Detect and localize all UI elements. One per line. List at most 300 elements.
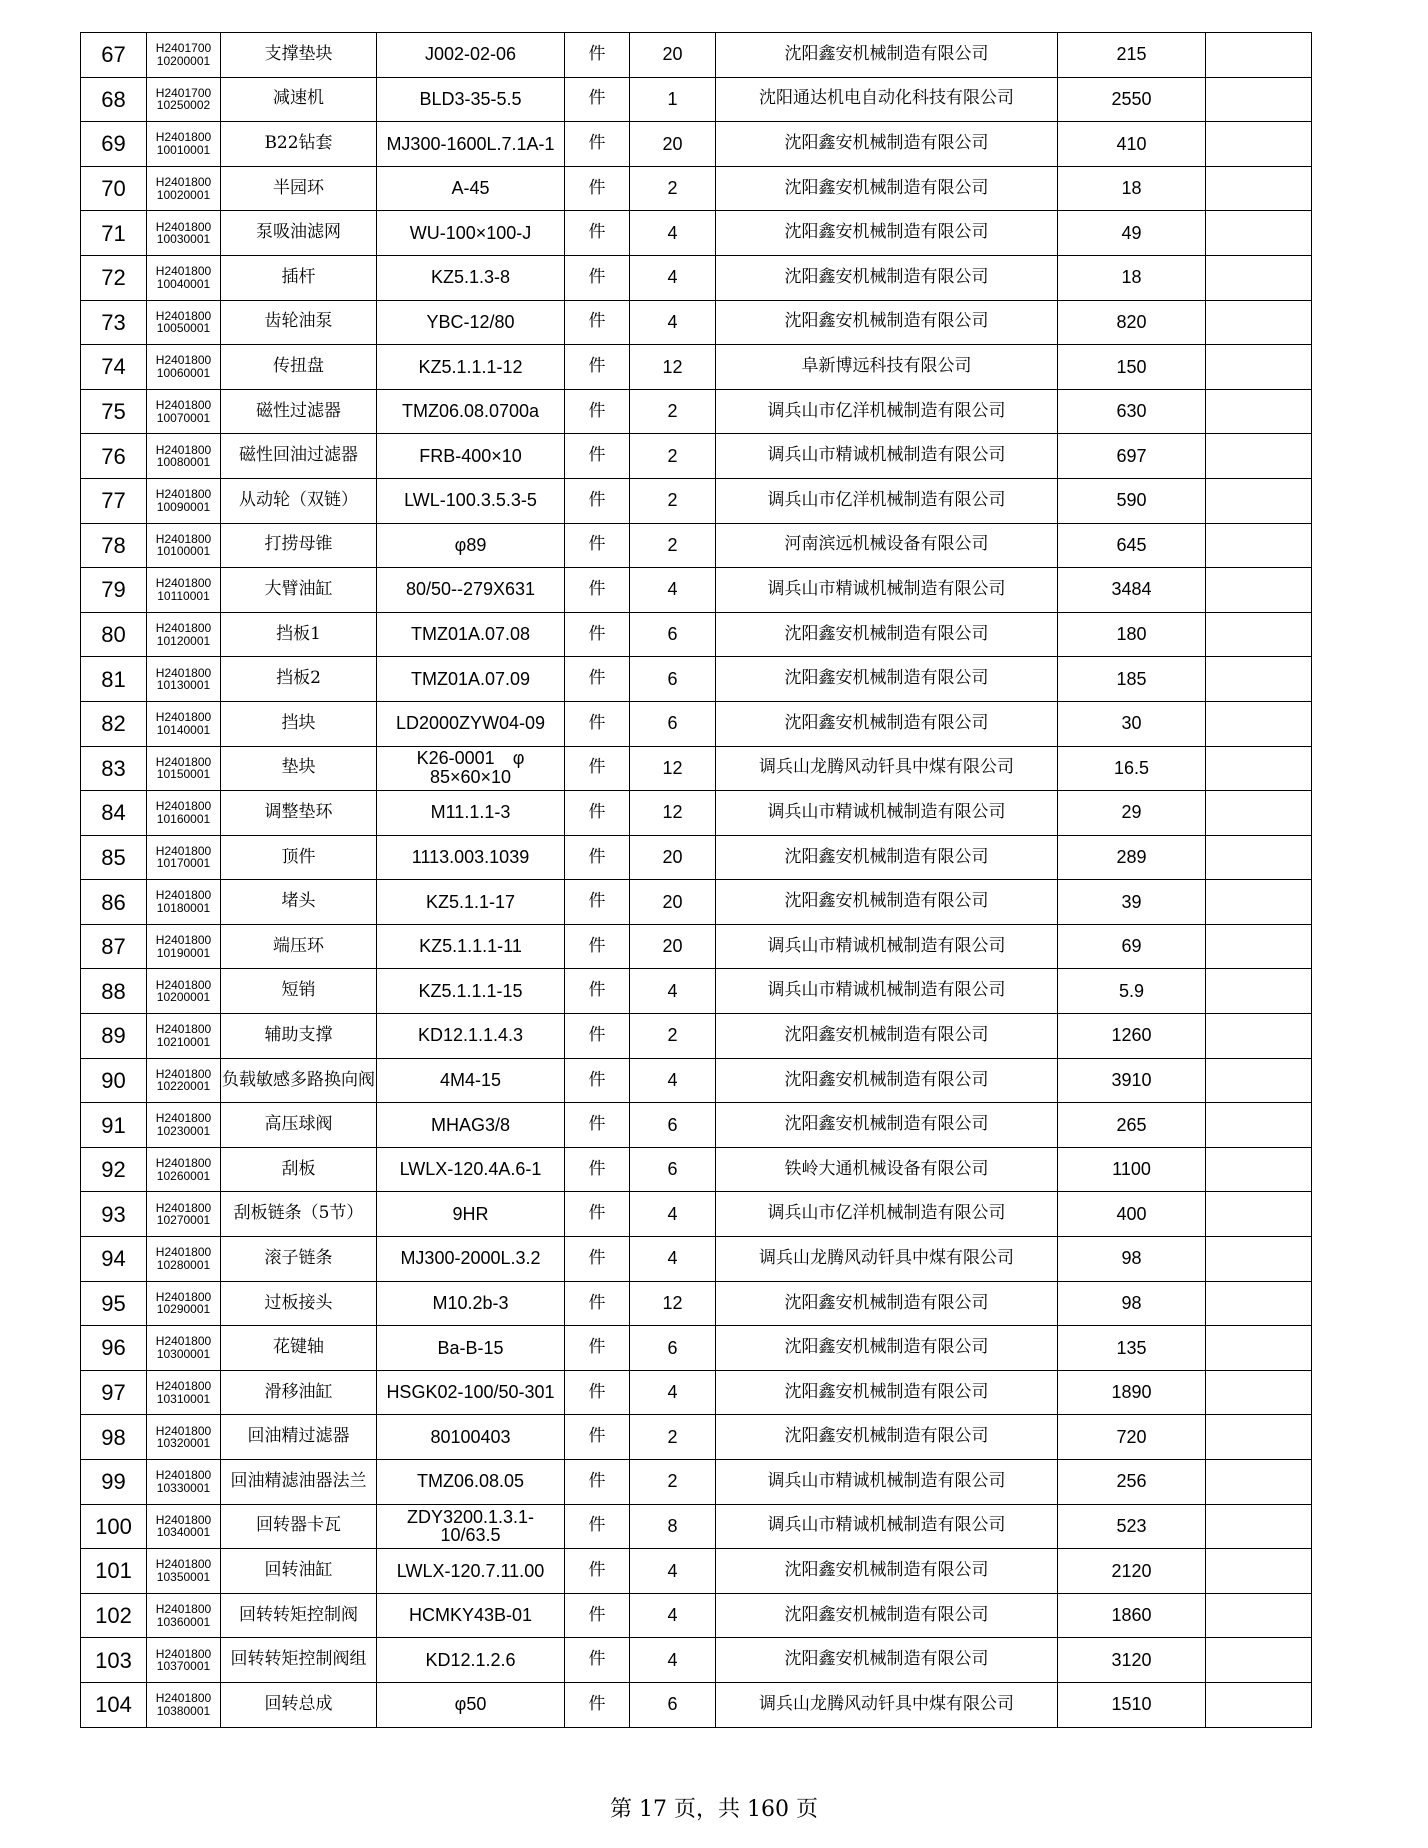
quantity: 20 <box>630 122 716 167</box>
part-name: 堵头 <box>221 880 377 925</box>
material-code-part2: 10360001 <box>156 1614 211 1629</box>
material-code <box>147 1370 221 1415</box>
material-code-part2: 10280001 <box>156 1257 211 1272</box>
material-code-part1: H2401800 <box>155 710 212 725</box>
material-code <box>147 345 221 390</box>
unit-price: 180 <box>1058 612 1206 657</box>
material-code-part2: 10200001 <box>156 990 211 1005</box>
quantity: 2 <box>630 166 716 211</box>
supplier-name: 沈阳鑫安机械制造有限公司 <box>716 1415 1058 1460</box>
unit-price: 590 <box>1058 478 1206 523</box>
supplier-name: 调兵山市精诚机械制造有限公司 <box>716 1460 1058 1505</box>
row-number: 100 <box>81 1504 147 1549</box>
material-code-part1: H2401800 <box>155 977 212 992</box>
part-model: MJ300-2000L.3.2 <box>377 1237 565 1282</box>
quantity: 6 <box>630 1147 716 1192</box>
remark <box>1206 880 1312 925</box>
part-model: TMZ01A.07.09 <box>377 657 565 702</box>
part-model: HSGK02-100/50-301 <box>377 1370 565 1415</box>
remark <box>1206 478 1312 523</box>
material-code <box>147 701 221 746</box>
material-code <box>147 835 221 880</box>
unit: 件 <box>565 166 630 211</box>
remark <box>1206 1237 1312 1282</box>
supplier-name: 沈阳鑫安机械制造有限公司 <box>716 1103 1058 1148</box>
quantity: 20 <box>630 924 716 969</box>
material-code-part2: 10300001 <box>156 1347 211 1362</box>
table-row <box>81 1370 1312 1415</box>
unit-price: 215 <box>1058 33 1206 78</box>
part-name: 调整垫环 <box>221 791 377 836</box>
remark <box>1206 77 1312 122</box>
material-code-part2: 10150001 <box>156 767 211 782</box>
table-row <box>81 1460 1312 1505</box>
supplier-name: 沈阳鑫安机械制造有限公司 <box>716 33 1058 78</box>
unit: 件 <box>565 1415 630 1460</box>
remark <box>1206 1415 1312 1460</box>
row-number: 103 <box>81 1638 147 1683</box>
material-code <box>147 1326 221 1371</box>
table-row <box>81 478 1312 523</box>
remark <box>1206 33 1312 78</box>
material-code-part1: H2401800 <box>155 308 212 323</box>
quantity: 6 <box>630 701 716 746</box>
quantity: 4 <box>630 1593 716 1638</box>
part-model: 80100403 <box>377 1415 565 1460</box>
remark <box>1206 166 1312 211</box>
remark <box>1206 1460 1312 1505</box>
row-number: 79 <box>81 568 147 613</box>
unit-price: 630 <box>1058 389 1206 434</box>
supplier-name: 沈阳通达机电自动化科技有限公司 <box>716 77 1058 122</box>
remark <box>1206 969 1312 1014</box>
quantity: 2 <box>630 434 716 479</box>
table-row <box>81 1058 1312 1103</box>
material-code <box>147 568 221 613</box>
material-code-part2: 10060001 <box>156 365 211 380</box>
remark <box>1206 1192 1312 1237</box>
row-number: 76 <box>81 434 147 479</box>
material-code-part2: 10190001 <box>156 945 211 960</box>
part-name: 回油精滤油器法兰 <box>221 1460 377 1505</box>
remark <box>1206 523 1312 568</box>
material-code <box>147 211 221 256</box>
supplier-name: 沈阳鑫安机械制造有限公司 <box>716 835 1058 880</box>
row-number: 101 <box>81 1549 147 1594</box>
page-footer: 第 17 页，共 160 页 <box>610 1797 818 1822</box>
supplier-name: 沈阳鑫安机械制造有限公司 <box>716 1014 1058 1059</box>
quantity: 4 <box>630 1549 716 1594</box>
unit: 件 <box>565 1192 630 1237</box>
table-row <box>81 523 1312 568</box>
unit-price: 523 <box>1058 1504 1206 1549</box>
table-row <box>81 746 1312 791</box>
part-model: MHAG3/8 <box>377 1103 565 1148</box>
unit-price: 2550 <box>1058 77 1206 122</box>
part-name: 插杆 <box>221 255 377 300</box>
material-code-part1: H2401800 <box>155 1156 212 1171</box>
part-name: 回转转矩控制阀 <box>221 1593 377 1638</box>
part-model: TMZ01A.07.08 <box>377 612 565 657</box>
unit: 件 <box>565 969 630 1014</box>
unit-price: 2120 <box>1058 1549 1206 1594</box>
material-code <box>147 1682 221 1727</box>
supplier-name: 河南滨远机械设备有限公司 <box>716 523 1058 568</box>
unit: 件 <box>565 1682 630 1727</box>
unit: 件 <box>565 746 630 791</box>
row-number: 77 <box>81 478 147 523</box>
part-name: B22钻套 <box>221 122 377 167</box>
material-code-part2: 10310001 <box>156 1391 211 1406</box>
table-row <box>81 1014 1312 1059</box>
material-code-part1: H2401800 <box>155 130 212 145</box>
row-number: 87 <box>81 924 147 969</box>
part-model: LWL-100.3.5.3-5 <box>377 478 565 523</box>
material-code-part2: 10210001 <box>156 1034 211 1049</box>
supplier-name: 阜新博远科技有限公司 <box>716 345 1058 390</box>
remark <box>1206 568 1312 613</box>
quantity: 4 <box>630 1192 716 1237</box>
table-row <box>81 1682 1312 1727</box>
table-row <box>81 345 1312 390</box>
unit: 件 <box>565 478 630 523</box>
row-number: 97 <box>81 1370 147 1415</box>
unit: 件 <box>565 33 630 78</box>
material-code-part1: H2401800 <box>155 888 212 903</box>
material-code-part1: H2401800 <box>155 933 212 948</box>
table-row <box>81 568 1312 613</box>
quantity: 6 <box>630 1682 716 1727</box>
supplier-name: 调兵山市精诚机械制造有限公司 <box>716 924 1058 969</box>
part-name: 短销 <box>221 969 377 1014</box>
material-code-part1: H2401800 <box>155 1066 212 1081</box>
remark <box>1206 434 1312 479</box>
table-row <box>81 969 1312 1014</box>
part-name: 端压环 <box>221 924 377 969</box>
unit: 件 <box>565 434 630 479</box>
part-model: KD12.1.1.4.3 <box>377 1014 565 1059</box>
unit: 件 <box>565 612 630 657</box>
part-name: 传扭盘 <box>221 345 377 390</box>
table-row <box>81 791 1312 836</box>
part-name: 挡板1 <box>221 612 377 657</box>
unit: 件 <box>565 1638 630 1683</box>
remark <box>1206 389 1312 434</box>
row-number: 69 <box>81 122 147 167</box>
material-code-part1: H2401800 <box>155 1111 212 1126</box>
row-number: 80 <box>81 612 147 657</box>
material-code-part2: 10090001 <box>156 499 211 514</box>
table-row <box>81 924 1312 969</box>
part-name: 辅助支撑 <box>221 1014 377 1059</box>
part-name: 过板接头 <box>221 1281 377 1326</box>
part-name: 回油精过滤器 <box>221 1415 377 1460</box>
quantity: 2 <box>630 523 716 568</box>
unit: 件 <box>565 880 630 925</box>
remark <box>1206 1103 1312 1148</box>
material-code <box>147 300 221 345</box>
unit: 件 <box>565 1014 630 1059</box>
part-name: 挡板2 <box>221 657 377 702</box>
row-number: 94 <box>81 1237 147 1282</box>
row-number: 92 <box>81 1147 147 1192</box>
material-code-part2: 10320001 <box>156 1436 211 1451</box>
part-name: 滚子链条 <box>221 1237 377 1282</box>
material-code-part2: 10030001 <box>156 232 211 247</box>
part-model: A-45 <box>377 166 565 211</box>
quantity: 6 <box>630 1326 716 1371</box>
row-number: 75 <box>81 389 147 434</box>
part-model: 80/50--279X631 <box>377 568 565 613</box>
part-name: 花键轴 <box>221 1326 377 1371</box>
quantity: 12 <box>630 1281 716 1326</box>
material-code-part1: H2401800 <box>155 264 212 279</box>
part-name: 回转器卡瓦 <box>221 1504 377 1549</box>
supplier-name: 调兵山龙腾风动钎具中煤有限公司 <box>716 1237 1058 1282</box>
remark <box>1206 1147 1312 1192</box>
material-code <box>147 791 221 836</box>
material-code-part1: H2401800 <box>155 1379 212 1394</box>
unit: 件 <box>565 1326 630 1371</box>
unit: 件 <box>565 1460 630 1505</box>
material-code <box>147 969 221 1014</box>
unit: 件 <box>565 1549 630 1594</box>
quantity: 1 <box>630 77 716 122</box>
quantity: 20 <box>630 880 716 925</box>
table-row <box>81 880 1312 925</box>
part-model: ZDY3200.1.3.1-10/63.5 <box>377 1504 565 1549</box>
material-code-part2: 10120001 <box>156 633 211 648</box>
row-number: 86 <box>81 880 147 925</box>
material-code-part1: H2401800 <box>155 665 212 680</box>
unit: 件 <box>565 835 630 880</box>
material-code <box>147 1014 221 1059</box>
row-number: 89 <box>81 1014 147 1059</box>
unit-price: 16.5 <box>1058 746 1206 791</box>
part-name: 齿轮油泵 <box>221 300 377 345</box>
unit: 件 <box>565 389 630 434</box>
row-number: 71 <box>81 211 147 256</box>
remark <box>1206 1014 1312 1059</box>
row-number: 96 <box>81 1326 147 1371</box>
material-code-part1: H2401800 <box>155 1512 212 1527</box>
row-number: 104 <box>81 1682 147 1727</box>
unit-price: 18 <box>1058 166 1206 211</box>
parts-table <box>80 32 1312 1728</box>
row-number: 99 <box>81 1460 147 1505</box>
material-code-part2: 10220001 <box>156 1079 211 1094</box>
quantity: 2 <box>630 478 716 523</box>
table-row <box>81 389 1312 434</box>
material-code-part2: 10170001 <box>156 856 211 871</box>
row-number: 68 <box>81 77 147 122</box>
part-name: 从动轮（双链） <box>221 478 377 523</box>
material-code <box>147 1103 221 1148</box>
material-code-part1: H2401800 <box>155 620 212 635</box>
table-row <box>81 657 1312 702</box>
part-name: 减速机 <box>221 77 377 122</box>
unit-price: 185 <box>1058 657 1206 702</box>
unit-price: 1510 <box>1058 1682 1206 1727</box>
part-name: 支撑垫块 <box>221 33 377 78</box>
remark <box>1206 1058 1312 1103</box>
part-model: WU-100×100-J <box>377 211 565 256</box>
unit: 件 <box>565 255 630 300</box>
material-code <box>147 1504 221 1549</box>
row-number: 90 <box>81 1058 147 1103</box>
material-code <box>147 1460 221 1505</box>
unit: 件 <box>565 300 630 345</box>
supplier-name: 沈阳鑫安机械制造有限公司 <box>716 1281 1058 1326</box>
unit: 件 <box>565 1058 630 1103</box>
table-row <box>81 701 1312 746</box>
material-code-part1: H2401800 <box>155 1200 212 1215</box>
table-row <box>81 33 1312 78</box>
row-number: 67 <box>81 33 147 78</box>
material-code <box>147 166 221 211</box>
row-number: 82 <box>81 701 147 746</box>
unit-price: 5.9 <box>1058 969 1206 1014</box>
supplier-name: 调兵山市亿洋机械制造有限公司 <box>716 389 1058 434</box>
unit: 件 <box>565 1504 630 1549</box>
unit-price: 3120 <box>1058 1638 1206 1683</box>
material-code-part2: 10270001 <box>156 1213 211 1228</box>
unit-price: 1260 <box>1058 1014 1206 1059</box>
material-code-part1: H2401800 <box>155 843 212 858</box>
material-code-part2: 10010001 <box>156 142 211 157</box>
material-code-part2: 10370001 <box>156 1659 211 1674</box>
part-name: 磁性过滤器 <box>221 389 377 434</box>
remark <box>1206 345 1312 390</box>
material-code-part1: H2401800 <box>155 1468 212 1483</box>
material-code <box>147 746 221 791</box>
material-code-part1: H2401800 <box>155 397 212 412</box>
material-code <box>147 389 221 434</box>
part-name: 刮板链条（5节） <box>221 1192 377 1237</box>
supplier-name: 调兵山市亿洋机械制造有限公司 <box>716 1192 1058 1237</box>
table-row <box>81 255 1312 300</box>
material-code-part1: H2401800 <box>155 442 212 457</box>
unit-price: 150 <box>1058 345 1206 390</box>
quantity: 8 <box>630 1504 716 1549</box>
unit-price: 39 <box>1058 880 1206 925</box>
part-name: 大臂油缸 <box>221 568 377 613</box>
material-code <box>147 657 221 702</box>
quantity: 4 <box>630 568 716 613</box>
supplier-name: 沈阳鑫安机械制造有限公司 <box>716 1593 1058 1638</box>
supplier-name: 沈阳鑫安机械制造有限公司 <box>716 657 1058 702</box>
table-row <box>81 1504 1312 1549</box>
part-model: K26-0001 φ 85×60×10 <box>377 746 565 791</box>
unit: 件 <box>565 924 630 969</box>
material-code-part2: 10230001 <box>156 1124 211 1139</box>
material-code <box>147 523 221 568</box>
part-model: Ba-B-15 <box>377 1326 565 1371</box>
quantity: 4 <box>630 1058 716 1103</box>
material-code-part1: H2401800 <box>155 219 212 234</box>
quantity: 4 <box>630 969 716 1014</box>
unit: 件 <box>565 701 630 746</box>
part-name: 回转转矩控制阀组 <box>221 1638 377 1683</box>
unit: 件 <box>565 211 630 256</box>
supplier-name: 调兵山龙腾风动钎具中煤有限公司 <box>716 1682 1058 1727</box>
table-row <box>81 835 1312 880</box>
unit-price: 645 <box>1058 523 1206 568</box>
part-model: 9HR <box>377 1192 565 1237</box>
row-number: 73 <box>81 300 147 345</box>
quantity: 4 <box>630 300 716 345</box>
material-code <box>147 122 221 167</box>
part-model: KZ5.1.1.1-12 <box>377 345 565 390</box>
unit-price: 289 <box>1058 835 1206 880</box>
remark <box>1206 746 1312 791</box>
part-name: 回转总成 <box>221 1682 377 1727</box>
unit-price: 135 <box>1058 1326 1206 1371</box>
supplier-name: 铁岭大通机械设备有限公司 <box>716 1147 1058 1192</box>
supplier-name: 沈阳鑫安机械制造有限公司 <box>716 1370 1058 1415</box>
remark <box>1206 657 1312 702</box>
remark <box>1206 122 1312 167</box>
material-code-part2: 10140001 <box>156 722 211 737</box>
part-model: KD12.1.2.6 <box>377 1638 565 1683</box>
unit-price: 30 <box>1058 701 1206 746</box>
material-code <box>147 1549 221 1594</box>
row-number: 85 <box>81 835 147 880</box>
quantity: 6 <box>630 657 716 702</box>
unit: 件 <box>565 77 630 122</box>
material-code <box>147 1638 221 1683</box>
row-number: 81 <box>81 657 147 702</box>
supplier-name: 沈阳鑫安机械制造有限公司 <box>716 1549 1058 1594</box>
quantity: 4 <box>630 1638 716 1683</box>
table-row <box>81 1549 1312 1594</box>
quantity: 20 <box>630 835 716 880</box>
row-number: 74 <box>81 345 147 390</box>
material-code-part2: 10020001 <box>156 187 211 202</box>
quantity: 2 <box>630 389 716 434</box>
unit: 件 <box>565 1281 630 1326</box>
quantity: 4 <box>630 211 716 256</box>
material-code-part1: H2401800 <box>155 174 212 189</box>
part-model: FRB-400×10 <box>377 434 565 479</box>
part-name: 垫块 <box>221 746 377 791</box>
material-code-part1: H2401800 <box>155 799 212 814</box>
remark <box>1206 1370 1312 1415</box>
quantity: 4 <box>630 255 716 300</box>
supplier-name: 沈阳鑫安机械制造有限公司 <box>716 880 1058 925</box>
part-model: KZ5.1.1-17 <box>377 880 565 925</box>
material-code <box>147 33 221 78</box>
supplier-name: 沈阳鑫安机械制造有限公司 <box>716 612 1058 657</box>
part-model: J002-02-06 <box>377 33 565 78</box>
remark <box>1206 255 1312 300</box>
quantity: 4 <box>630 1237 716 1282</box>
part-model: MJ300-1600L.7.1A-1 <box>377 122 565 167</box>
remark <box>1206 300 1312 345</box>
remark <box>1206 701 1312 746</box>
material-code-part2: 10350001 <box>156 1569 211 1584</box>
quantity: 2 <box>630 1415 716 1460</box>
supplier-name: 调兵山市亿洋机械制造有限公司 <box>716 478 1058 523</box>
material-code-part1: H2401700 <box>155 41 212 56</box>
material-code-part1: H2401800 <box>155 1646 212 1661</box>
part-model: KZ5.1.3-8 <box>377 255 565 300</box>
material-code-part2: 10070001 <box>156 410 211 425</box>
remark <box>1206 1638 1312 1683</box>
part-model: TMZ06.08.05 <box>377 1460 565 1505</box>
part-name: 滑移油缸 <box>221 1370 377 1415</box>
part-model: φ89 <box>377 523 565 568</box>
